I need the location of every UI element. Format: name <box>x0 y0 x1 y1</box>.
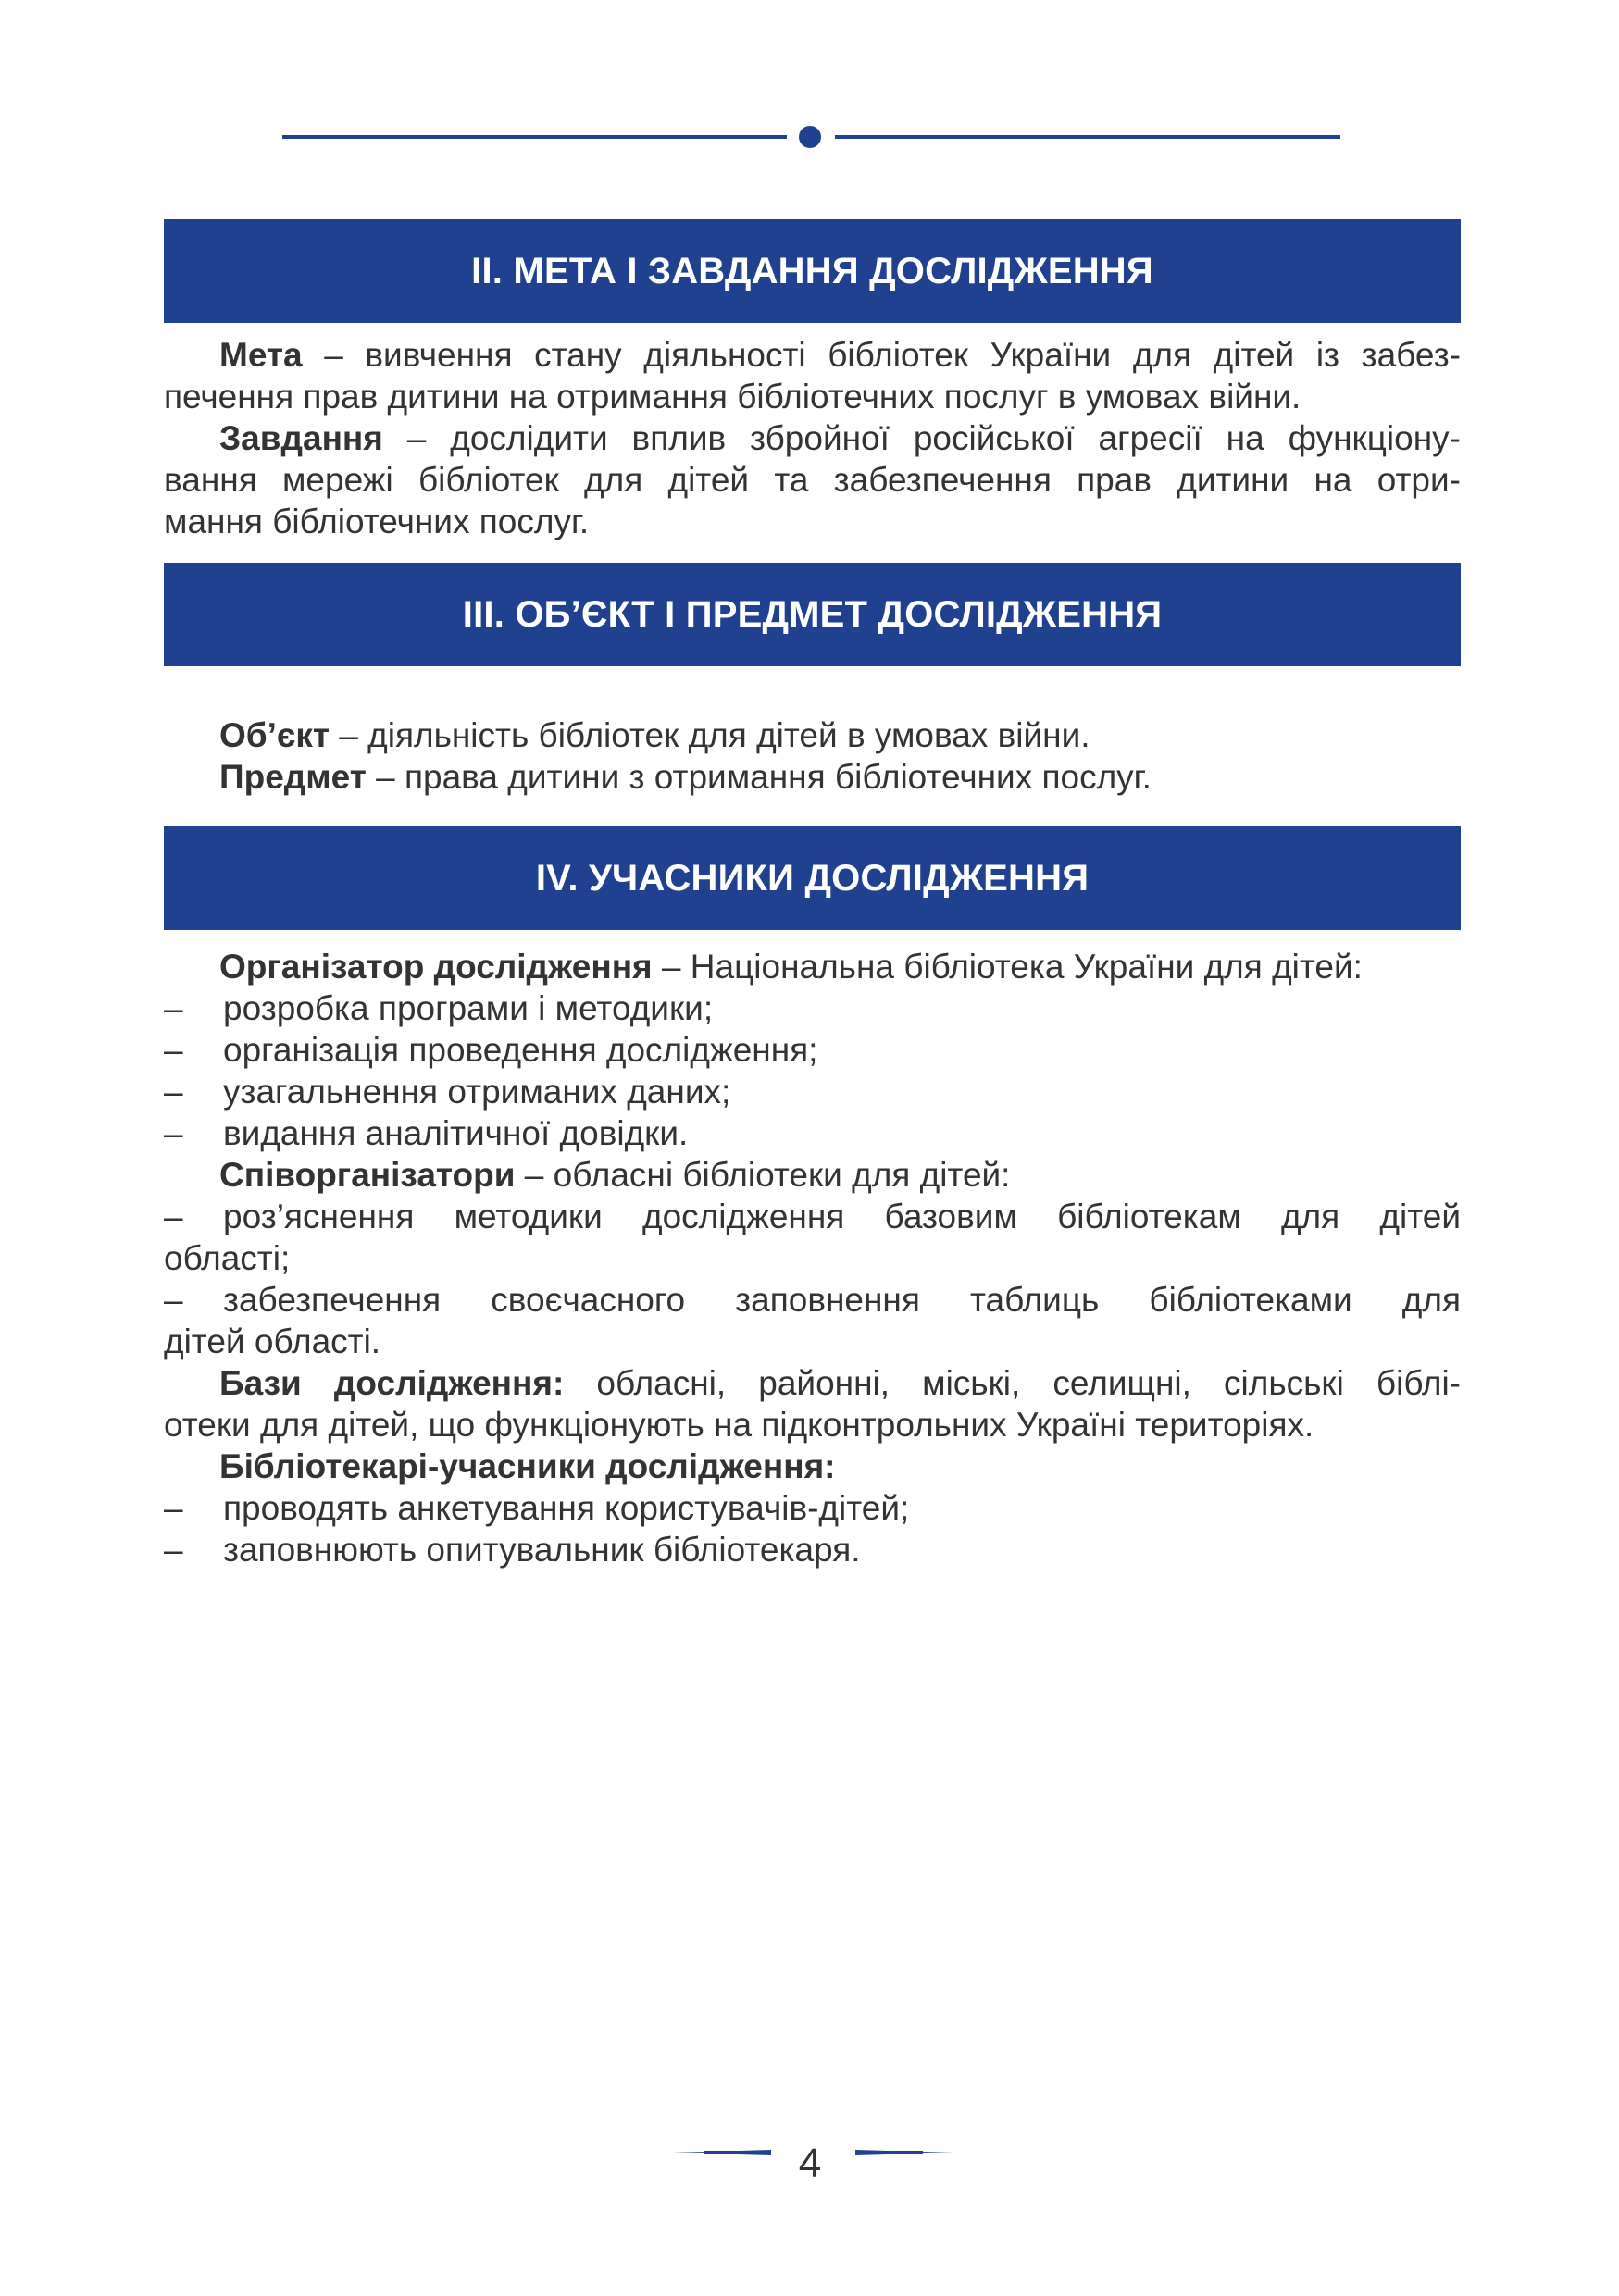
subject-line: Предмет – права дитини з отримання бібліотечних послуг. <box>219 758 1152 796</box>
task-line-2: вання мережі бібліотек для дітей та забезпечення прав дитини на отри- <box>164 461 1461 499</box>
page-number: 4 <box>798 2141 822 2186</box>
list-item: – розробка програми і методики; <box>164 989 714 1027</box>
section-body-4 <box>164 946 1461 1570</box>
goal-line-1: Мета – вивчення стану діяльності бібліотек України для дітей із забез- <box>219 336 1461 374</box>
coorganizers-line: Співорганізатори – обласні бібліотеки для дітей: <box>219 1156 1011 1194</box>
top-ornament <box>0 0 1619 185</box>
section-body-2 <box>164 334 1461 542</box>
section-banner-3 <box>164 563 1461 666</box>
section-body-3 <box>164 714 1461 798</box>
librarians-term: Бібліотекарі-учасники дослідження: <box>219 1447 836 1485</box>
list-item-continuation: дітей області. <box>164 1322 381 1360</box>
list-item: – видання аналітичної довідки. <box>164 1114 689 1152</box>
subject-term: Предмет <box>219 758 367 796</box>
section-banner-4 <box>164 826 1461 930</box>
section-banner-2 <box>164 219 1461 323</box>
goal-line-2: печення прав дитини на отримання бібліотечних послуг в умовах війни. <box>164 378 1301 416</box>
task-term: Завдання <box>219 419 383 457</box>
list-item: – організація проведення дослідження; <box>164 1031 818 1069</box>
organizer-line: Організатор дослідження – Національна бібліотека України для дітей: <box>219 948 1363 986</box>
list-item: – роз’яснення методики дослідження базовим бібліотекам для дітей <box>164 1198 1461 1235</box>
object-line: Об’єкт – діяльність бібліотек для дітей в умовах війни. <box>219 716 1090 754</box>
list-item: – проводять анкетування користувачів-дітей; <box>164 1489 910 1527</box>
organizer-term: Організатор дослідження <box>219 948 653 986</box>
list-item: – узагальнення отриманих даних; <box>164 1073 731 1111</box>
section-title-2: II. МЕТА І ЗАВДАННЯ ДОСЛІДЖЕННЯ <box>471 250 1153 292</box>
task-line-1: Завдання – дослідити вплив збройної російської агресії на функціону- <box>219 419 1461 457</box>
task-line-3: мання бібліотечних послуг. <box>164 503 590 540</box>
list-item-continuation: області; <box>164 1239 291 1277</box>
coorganizers-term: Співорганізатори <box>219 1156 516 1194</box>
goal-term: Мета <box>219 336 303 374</box>
bases-line-1: Бази дослідження: обласні, районні, міські, селищні, сільські біблі- <box>219 1364 1461 1402</box>
librarians-line <box>164 1446 1461 1487</box>
list-item: – заповнюють опитувальник бібліотекаря. <box>164 1531 861 1569</box>
section-title-4: IV. УЧАСНИКИ ДОСЛІДЖЕННЯ <box>535 857 1090 899</box>
top-rule-dot <box>799 126 821 148</box>
list-item: – забезпечення своєчасного заповнення таблиць бібліотеками для <box>164 1281 1461 1319</box>
bases-term: Бази дослідження: <box>219 1364 565 1402</box>
bases-line-2: отеки для дітей, що функціонують на підконтрольних Україні територіях. <box>164 1406 1314 1444</box>
object-term: Об’єкт <box>219 716 330 754</box>
section-title-3: III. ОБ’ЄКТ І ПРЕДМЕТ ДОСЛІДЖЕННЯ <box>462 593 1163 635</box>
